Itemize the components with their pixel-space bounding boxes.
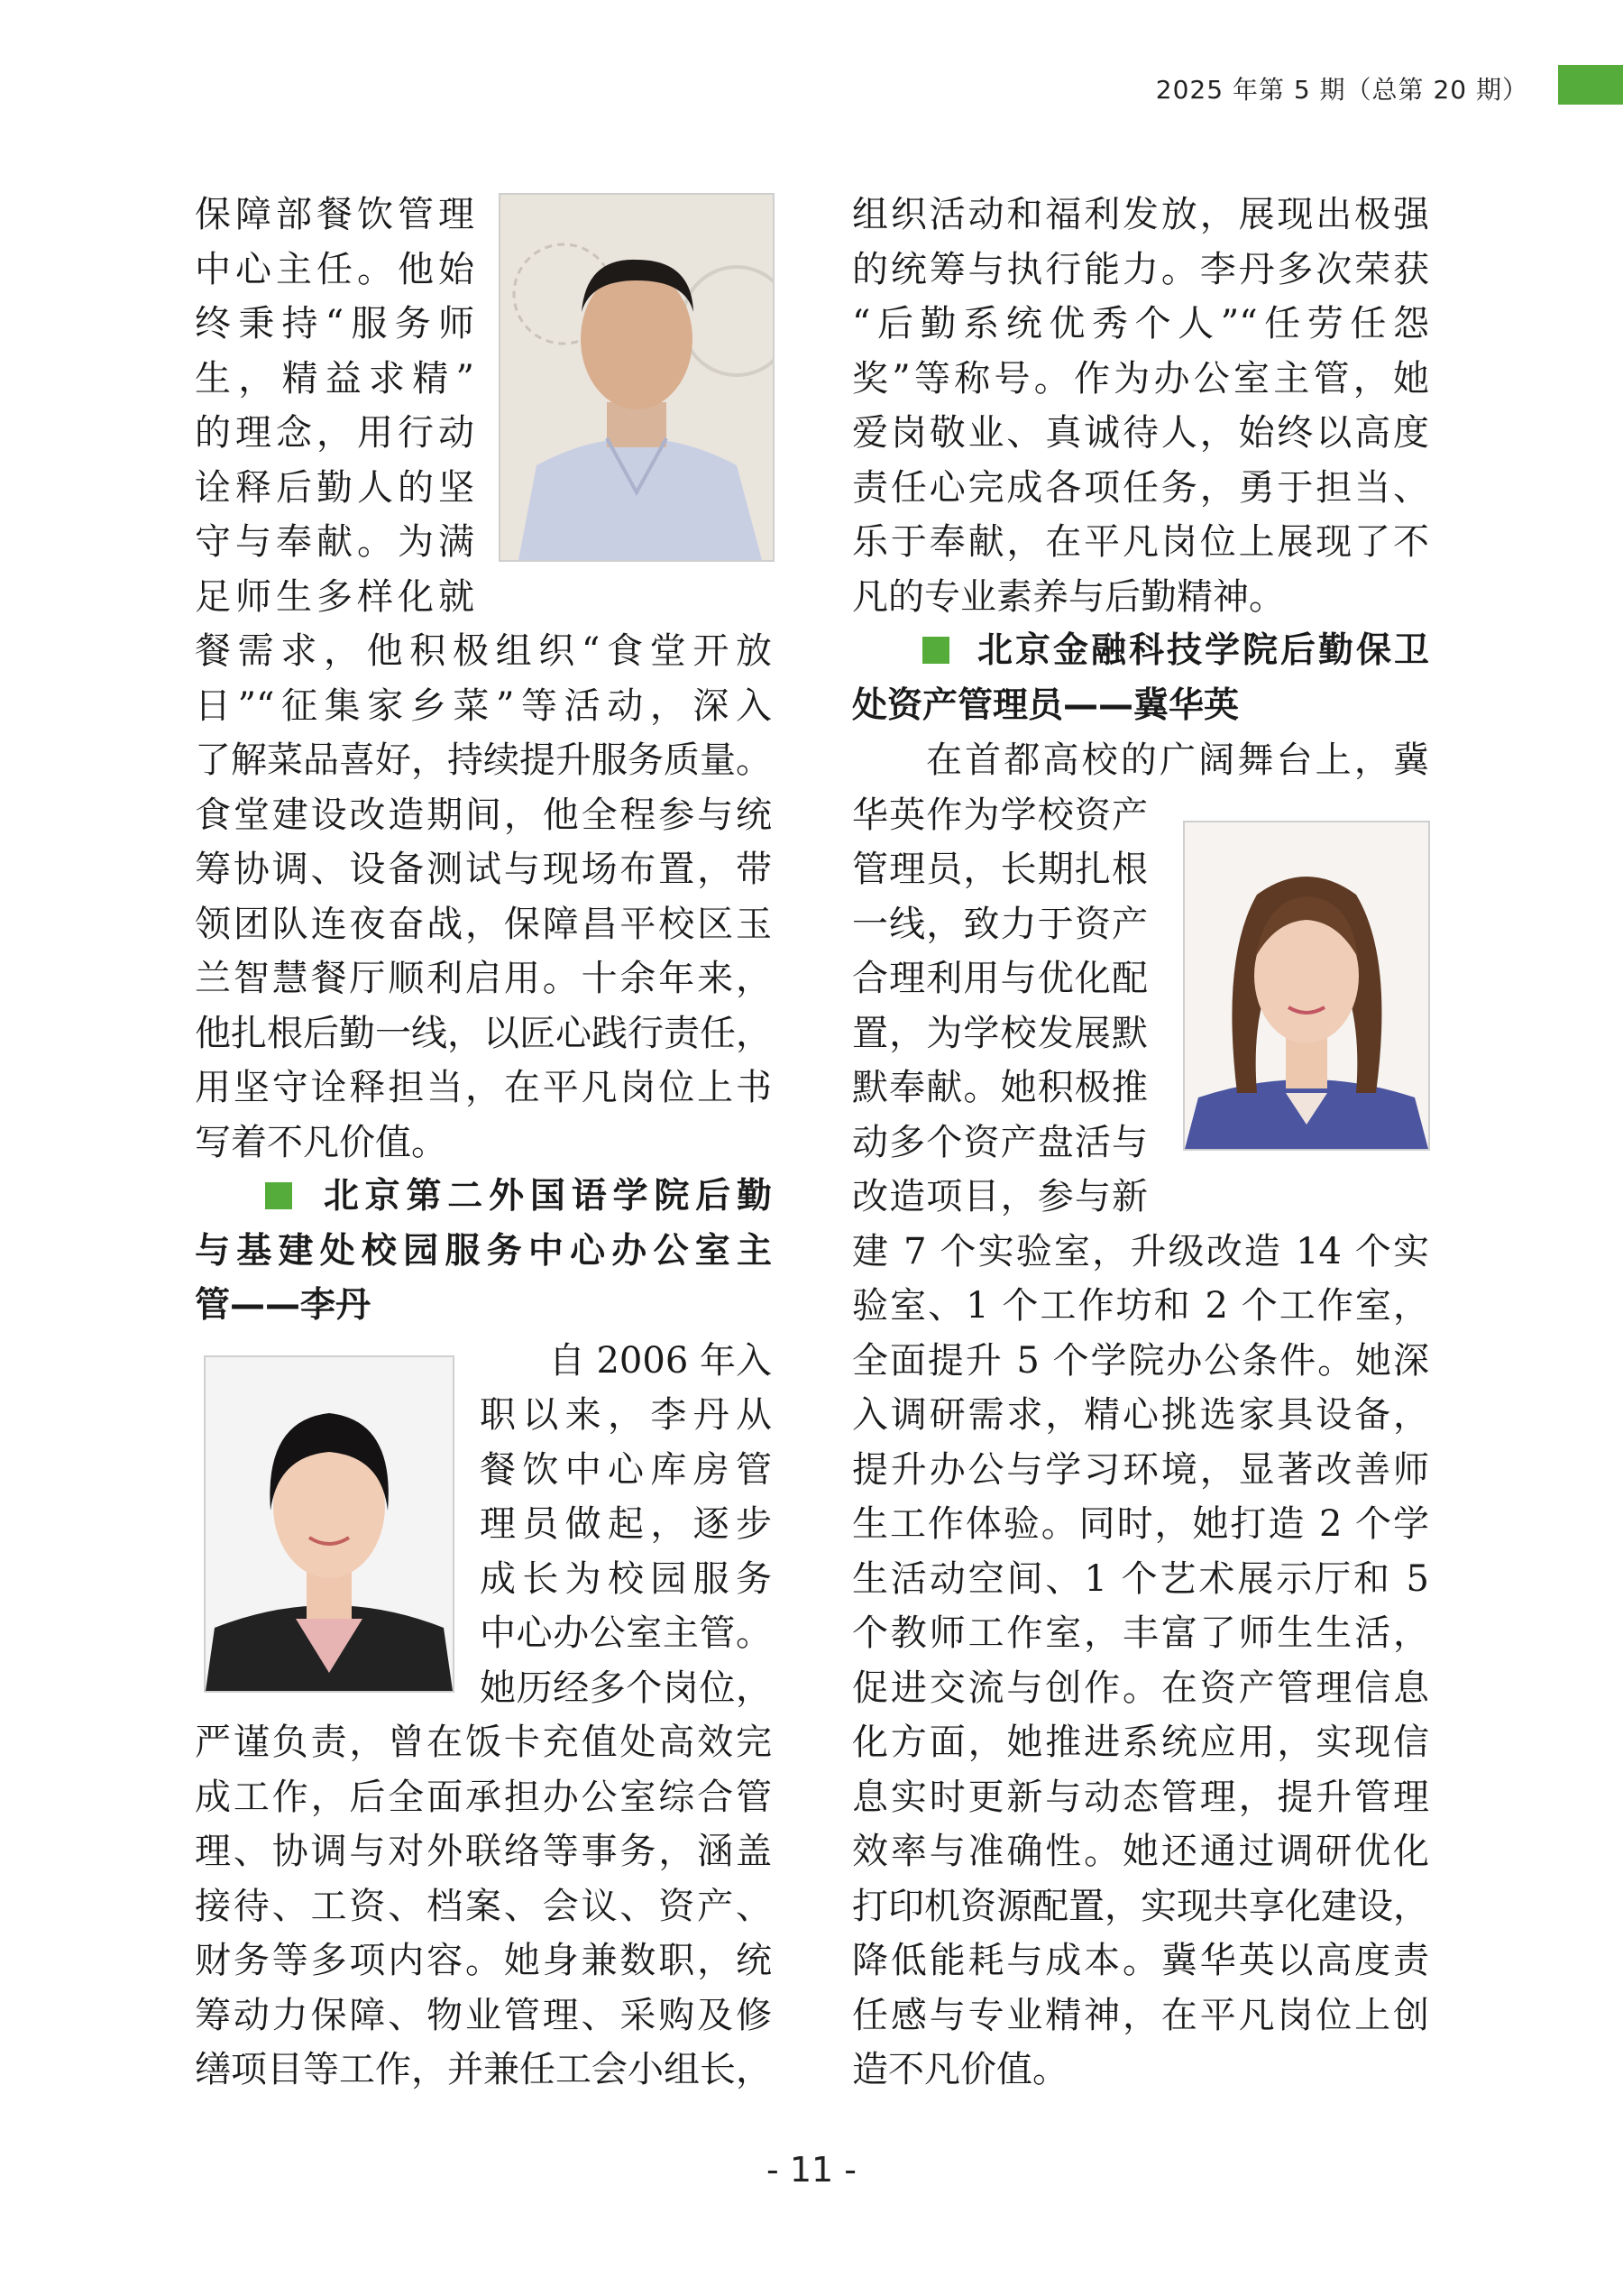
text-line: 凡的专业素养与后勤精神。 [852, 575, 1285, 618]
text-line: 守与奉献。为满 [195, 521, 474, 563]
text-line: 成工作，后全面承担办公室综合管 [195, 1776, 772, 1818]
text-line: 效率与准确性。她还通过调研优化 [852, 1831, 1429, 1872]
text-line: 奖”等称号。作为办公室主管，她 [852, 357, 1429, 400]
text-line: 领团队连夜奋战，保障昌平校区玉 [195, 903, 772, 945]
text-line: 缮项目等工作，并兼任工会小组长， [195, 2049, 772, 2090]
text-line: 任感与专业精神，在平凡岗位上创 [852, 1994, 1429, 2036]
text-line: 建 7 个实验室，升级改造 14 个实 [852, 1230, 1429, 1272]
issue-header: 2025 年第 5 期（总第 20 期） [1155, 75, 1528, 105]
text-line: 兰智慧餐厅顺利启用。十余年来， [195, 958, 772, 999]
text-line: 的统筹与执行能力。李丹多次荣获 [852, 248, 1429, 290]
text-line: 降低能耗与成本。冀华英以高度责 [852, 1940, 1429, 1981]
text-line: 的理念，用行动 [195, 412, 474, 454]
text-line: 财务等多项内容。她身兼数职，统 [195, 1940, 772, 1981]
text-line: 个教师工作室，丰富了师生生活， [852, 1612, 1429, 1654]
text-line: 入调研需求，精心挑选家具设备， [852, 1394, 1429, 1436]
text-line: 写着不凡价值。 [195, 1121, 447, 1163]
text-line: 组织活动和福利发放，展现出极强 [852, 194, 1429, 235]
text-line: 默奉献。她积极推 [852, 1067, 1148, 1108]
section-heading-ji-huaying: 北京金融科技学院后勤保卫 [852, 624, 1429, 679]
text-line: 打印机资源配置，实现共享化建设， [852, 1885, 1429, 1927]
text-line: 合理利用与优化配 [852, 958, 1148, 999]
text-line: 理员做起，逐步 [480, 1503, 772, 1545]
header-accent-bar [1558, 65, 1623, 105]
section-heading-line: 处资产管理员——冀华英 [852, 684, 1240, 726]
text-line: 管理员，长期扎根 [852, 849, 1148, 890]
text-line: 息实时更新与动态管理，提升管理 [852, 1776, 1429, 1818]
text-line: 她历经多个岗位， [480, 1667, 772, 1709]
section-heading-line: 与基建处校园服务中心办公室主 [195, 1230, 772, 1272]
text-line: 筹协调、设备测试与现场布置，带 [195, 849, 772, 890]
text-line: 诠释后勤人的坚 [195, 466, 474, 509]
left-column [195, 188, 772, 2098]
section-heading-line: 管——李丹 [195, 1285, 371, 1326]
text-line: 职以来，李丹从 [480, 1394, 772, 1436]
text-line: 终秉持“服务师 [195, 303, 474, 344]
text-line: 接待、工资、档案、会议、资产、 [195, 1885, 772, 1927]
text-line: 用坚守诠释担当，在平凡岗位上书 [195, 1067, 772, 1108]
text-line: 他扎根后勤一线，以匠心践行责任， [195, 1012, 772, 1054]
text-line: 置，为学校发展默 [852, 1012, 1148, 1054]
text-line: 保障部餐饮管理 [195, 194, 474, 235]
text-line: 动多个资产盘活与 [852, 1121, 1148, 1163]
section-heading-li-dan: 北京第二外国语学院后勤 [195, 1170, 772, 1225]
text-line: 严谨负责，曾在饭卡充值处高效完 [195, 1722, 772, 1763]
text-line: 促进交流与创作。在资产管理信息 [852, 1667, 1429, 1709]
bullet-square-icon [922, 637, 949, 664]
text-line: 中心办公室主管。 [480, 1612, 772, 1654]
text-line: 成长为校园服务 [480, 1557, 772, 1600]
text-line: 筹动力保障、物业管理、采购及修 [195, 1994, 772, 2036]
text-line: 食堂建设改造期间，他全程参与统 [195, 794, 772, 836]
bullet-square-icon [265, 1182, 292, 1209]
text-line: 责任心完成各项任务，勇于担当、 [852, 466, 1429, 509]
text-line: 生活动空间、1 个艺术展示厅和 5 [852, 1557, 1429, 1600]
text-line: 餐需求，他积极组织“食堂开放 [195, 630, 772, 672]
text-line: 改造项目，参与新 [852, 1176, 1148, 1217]
text-line: 爱岗敬业、真诚待人，始终以高度 [852, 412, 1429, 454]
text-line: 日”“征集家乡菜”等活动，深入 [195, 684, 772, 727]
text-line: 在首都高校的广阔舞台上，冀 [926, 739, 1429, 781]
text-line: 理、协调与对外联络等事务，涵盖 [195, 1831, 772, 1872]
text-line: 餐饮中心库房管 [480, 1448, 772, 1491]
text-line: 中心主任。他始 [195, 248, 474, 290]
text-line: 一线，致力于资产 [852, 903, 1148, 945]
right-column [852, 188, 1429, 2098]
text-line: 全面提升 5 个学院办公条件。她深 [852, 1339, 1429, 1382]
text-line: 生工作体验。同时，她打造 2 个学 [852, 1503, 1429, 1545]
text-line: 乐于奉献，在平凡岗位上展现了不 [852, 521, 1429, 563]
text-line: 足师生多样化就 [195, 575, 474, 618]
text-line: 造不凡价值。 [852, 2049, 1068, 2090]
text-line: “后勤系统优秀个人”“任劳任怨 [852, 303, 1429, 344]
text-line: 生，精益求精” [195, 357, 474, 400]
text-line: 化方面，她推进系统应用，实现信 [852, 1722, 1429, 1763]
text-line: 验室、1 个工作坊和 2 个工作室， [852, 1285, 1429, 1327]
text-line: 提升办公与学习环境，显著改善师 [852, 1448, 1429, 1491]
text-line: 了解菜品喜好，持续提升服务质量。 [195, 739, 772, 781]
text-line: 自 2006 年入 [548, 1339, 772, 1382]
text-line: 华英作为学校资产 [852, 794, 1148, 836]
page-number: - 11 - [766, 2150, 857, 2190]
